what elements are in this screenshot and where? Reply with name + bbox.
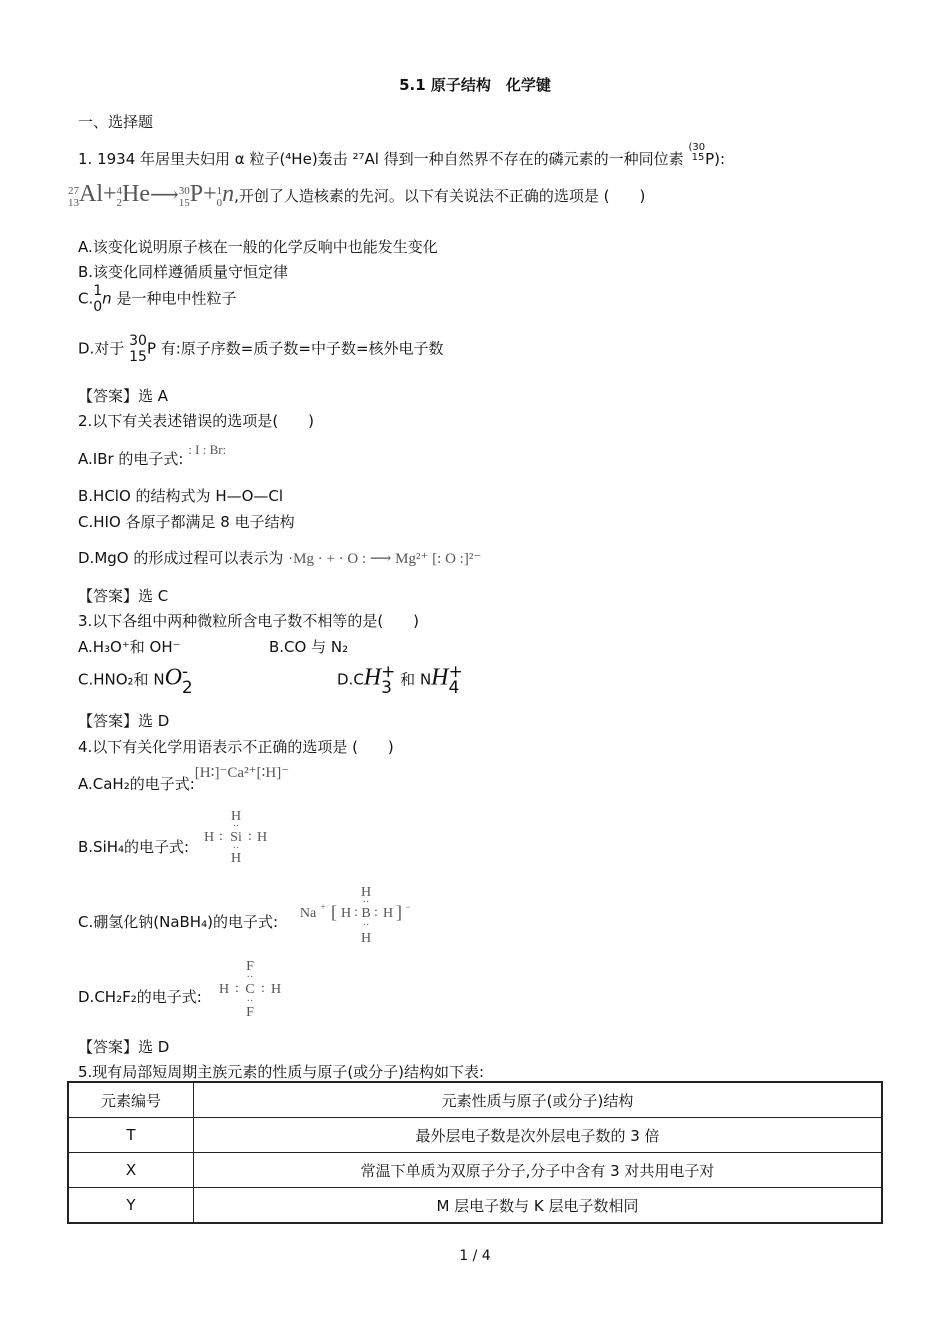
svg-text:F: F	[246, 1005, 254, 1020]
phosphorus-notation: 30 15	[129, 333, 147, 365]
q3-answer: 【答案】选 D	[78, 712, 170, 730]
svg-text::: :	[219, 829, 223, 844]
svg-text:Na: Na	[299, 906, 317, 921]
svg-text::: :	[261, 981, 265, 996]
q4-option-c: C.硼氢化钠(NaBH₄)的电子式:	[78, 913, 278, 931]
svg-text:H: H	[203, 830, 215, 845]
sih4-electron-diagram	[200, 804, 272, 866]
svg-text:H: H	[270, 982, 282, 997]
q1-option-a: A.该变化说明原子核在一般的化学反响中也能发生变化	[78, 238, 438, 256]
q3-option-b: B.CO 与 N₂	[269, 638, 349, 656]
svg-text::: :	[235, 981, 239, 996]
reaction-arrow: ⟶	[150, 184, 179, 206]
p-symbol: P	[189, 181, 204, 207]
row-element-id: T	[68, 1118, 194, 1153]
q1-stem-line2: ,开创了人造核素的先河。以下有关说法不正确的选项是 ( )	[234, 187, 646, 205]
svg-text:H: H	[218, 982, 230, 997]
nitrite-charge: - 2	[181, 662, 193, 698]
q2-option-b: B.HClO 的结构式为 H—O—Cl	[78, 487, 284, 505]
svg-text:B: B	[361, 906, 371, 921]
q1-option-b: B.该变化同样遵循质量守恒定律	[78, 263, 289, 281]
q3-stem: 3.以下各组中两种微粒所含电子数不相等的是( )	[78, 612, 420, 630]
q1-isotope-stack: (30 15	[688, 141, 706, 163]
he-symbol: He	[122, 181, 151, 207]
svg-text:H: H	[230, 809, 242, 824]
q4-stem: 4.以下有关化学用语表示不正确的选项是 ( )	[78, 738, 394, 756]
neutron-notation: 1 0	[93, 283, 103, 315]
svg-text:H: H	[256, 830, 268, 845]
he-nuclide-numbers: 4 2	[116, 184, 123, 209]
q1-nuclear-equation: 27 13Al+4 2He⟶30 15P+1 0n,开创了人造核素的先河。以下有关说法不正确的选项是 ( )	[68, 181, 646, 209]
svg-text:H: H	[230, 851, 242, 866]
svg-text:[: [	[331, 902, 337, 922]
q1-stem-text: 1. 1934 年居里夫妇用 α 粒子(⁴He)轰击 ²⁷Al 得到一种自然界不存在的磷元素的一种同位素	[78, 150, 684, 168]
svg-text::: :	[354, 905, 358, 920]
q1-stem-line1	[78, 141, 726, 169]
al-symbol: Al	[79, 181, 103, 207]
svg-text:H: H	[360, 931, 372, 946]
nh4-ion: H	[431, 664, 449, 691]
section-heading: 一、选择题	[78, 113, 154, 131]
row-element-id: Y	[68, 1188, 194, 1224]
q2-option-a: A.IBr 的电子式: : I : Br:	[78, 442, 227, 468]
table-row	[68, 1188, 882, 1224]
svg-text:··: ··	[232, 821, 240, 832]
q3-option-d: D.CH+ 3 和 NH+ 4	[337, 662, 463, 698]
svg-text:H: H	[340, 906, 352, 921]
row-element-property: 最外层电子数是次外层电子数的 3 倍	[194, 1118, 883, 1153]
svg-text:H: H	[360, 885, 372, 900]
svg-text:··: ··	[246, 996, 254, 1007]
cah2-electron-formula: [H∶]⁻Ca²⁺[∶H]⁻	[194, 765, 290, 781]
row-element-property: 常温下单质为双原子分子,分子中含有 3 对共用电子对	[194, 1153, 883, 1188]
svg-text::: :	[248, 829, 252, 844]
nabh4-electron-diagram	[294, 880, 418, 946]
q1-option-d: D.对于 30 15P 有:原子序数=质子数=中子数=核外电子数	[78, 333, 444, 365]
q4-option-b: B.SiH₄的电子式:	[78, 838, 190, 856]
svg-text:C: C	[245, 982, 255, 997]
n-nuclide-numbers: 1 0	[216, 184, 223, 209]
svg-text:··: ··	[246, 972, 254, 983]
q3-option-a: A.H₃O⁺和 OH⁻	[78, 638, 181, 656]
table-row	[68, 1118, 882, 1153]
q2-stem: 2.以下有关表述错误的选项是( )	[78, 412, 315, 430]
page-title: 5.1 原子结构 化学键	[399, 76, 551, 94]
q1-answer: 【答案】选 A	[78, 387, 169, 405]
row-element-property: M 层电子数与 K 层电子数相同	[194, 1188, 883, 1224]
svg-text:··: ··	[362, 920, 370, 931]
table-row	[68, 1153, 882, 1188]
svg-text:··: ··	[362, 897, 370, 908]
al-nuclide-numbers: 27 13	[68, 184, 79, 209]
q3-option-c: C.HNO₂和 NO- 2	[78, 662, 193, 698]
svg-text:H: H	[382, 906, 394, 921]
p-nuclide-numbers: 30 15	[178, 184, 190, 209]
q1-option-c: C.1 0n 是一种电中性粒子	[78, 283, 237, 315]
table-header-row	[68, 1082, 882, 1118]
ch2f2-electron-diagram	[214, 954, 286, 1020]
q2-answer: 【答案】选 C	[78, 587, 169, 605]
q5-stem: 5.现有局部短周期主族元素的性质与原子(或分子)结构如下表:	[78, 1063, 485, 1081]
svg-text:Si: Si	[230, 830, 242, 845]
row-element-id: X	[68, 1153, 194, 1188]
svg-text:−: −	[405, 902, 411, 912]
q2-option-c: C.HIO 各原子都满足 8 电子结构	[78, 513, 295, 531]
header-element-properties: 元素性质与原子(或分子)结构	[194, 1082, 883, 1118]
svg-text:··: ··	[232, 843, 240, 854]
q4-option-d: D.CH₂F₂的电子式:	[78, 988, 202, 1006]
header-element-id: 元素编号	[68, 1082, 194, 1118]
nitrite-ion: O	[164, 664, 182, 691]
q2-option-d: D.MgO 的形成过程可以表示为 ·Mg · + · O : ⟶ Mg²⁺ [: O :]²⁻	[78, 549, 482, 567]
ibr-electron-formula: : I : Br:	[188, 442, 227, 457]
svg-text::: :	[374, 905, 378, 920]
page-indicator: 1 / 4	[459, 1248, 491, 1264]
svg-text:]: ]	[396, 902, 402, 922]
ch3-ion: H	[363, 664, 382, 691]
n-symbol: n	[222, 181, 235, 207]
q4-answer: 【答案】选 D	[78, 1038, 170, 1056]
q4-option-a: A.CaH₂的电子式:[H∶]⁻Ca²⁺[∶H]⁻	[78, 765, 290, 793]
mgo-formation-formula: ·Mg · + · O : ⟶ Mg²⁺ [: O :]²⁻	[288, 551, 482, 567]
element-properties-table	[67, 1081, 883, 1224]
q1-stem-tail: P):	[705, 150, 726, 168]
svg-text:F: F	[246, 959, 254, 974]
svg-text:+: +	[320, 902, 326, 912]
